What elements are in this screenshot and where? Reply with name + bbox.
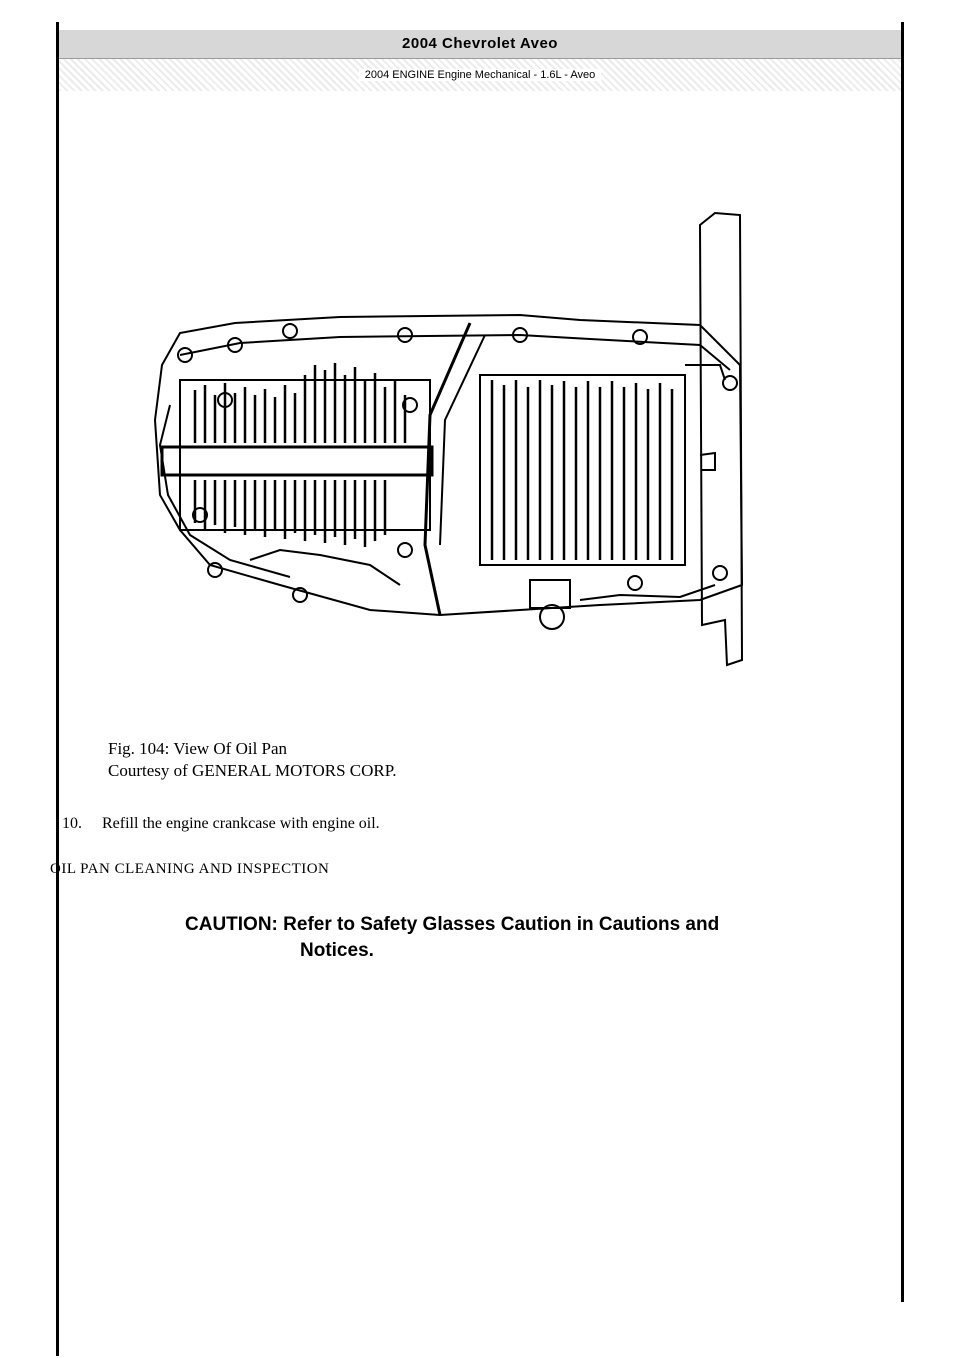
bolt-holes bbox=[178, 324, 737, 602]
header-subtitle: 2004 ENGINE Engine Mechanical - 1.6L - Aveo bbox=[359, 69, 602, 81]
figure-caption-credit: Courtesy of GENERAL MOTORS CORP. bbox=[108, 761, 397, 780]
sump-rib-bay bbox=[480, 375, 685, 565]
page-header bbox=[59, 30, 901, 92]
page-frame-left bbox=[56, 22, 59, 1356]
header-subtitle-bar bbox=[59, 59, 901, 91]
caution-text-line2: Notices. bbox=[300, 940, 374, 961]
caution-text-line1: Refer to Safety Glasses Caution in Cautions and bbox=[283, 914, 720, 935]
step-text: Refill the engine crankcase with engine oil. bbox=[102, 815, 380, 832]
left-ribs bbox=[195, 363, 405, 547]
page-frame-right bbox=[901, 22, 904, 1302]
header-title: 2004 Chevrolet Aveo bbox=[59, 30, 901, 59]
step-item bbox=[62, 815, 380, 833]
pan-outline bbox=[155, 315, 742, 615]
sump-ribs bbox=[492, 380, 672, 560]
center-bar bbox=[162, 447, 432, 475]
section-heading: OIL PAN CLEANING AND INSPECTION bbox=[50, 861, 330, 877]
figure-caption bbox=[108, 738, 397, 782]
step-number: 10. bbox=[62, 815, 82, 832]
drain-plug-boss bbox=[530, 580, 570, 608]
caution-label: CAUTION: bbox=[185, 914, 278, 935]
pan-upper-rim bbox=[180, 335, 730, 370]
caution-note bbox=[185, 912, 845, 964]
oil-pan-illustration bbox=[140, 205, 760, 675]
figure-caption-title: Fig. 104: View Of Oil Pan bbox=[108, 739, 288, 758]
